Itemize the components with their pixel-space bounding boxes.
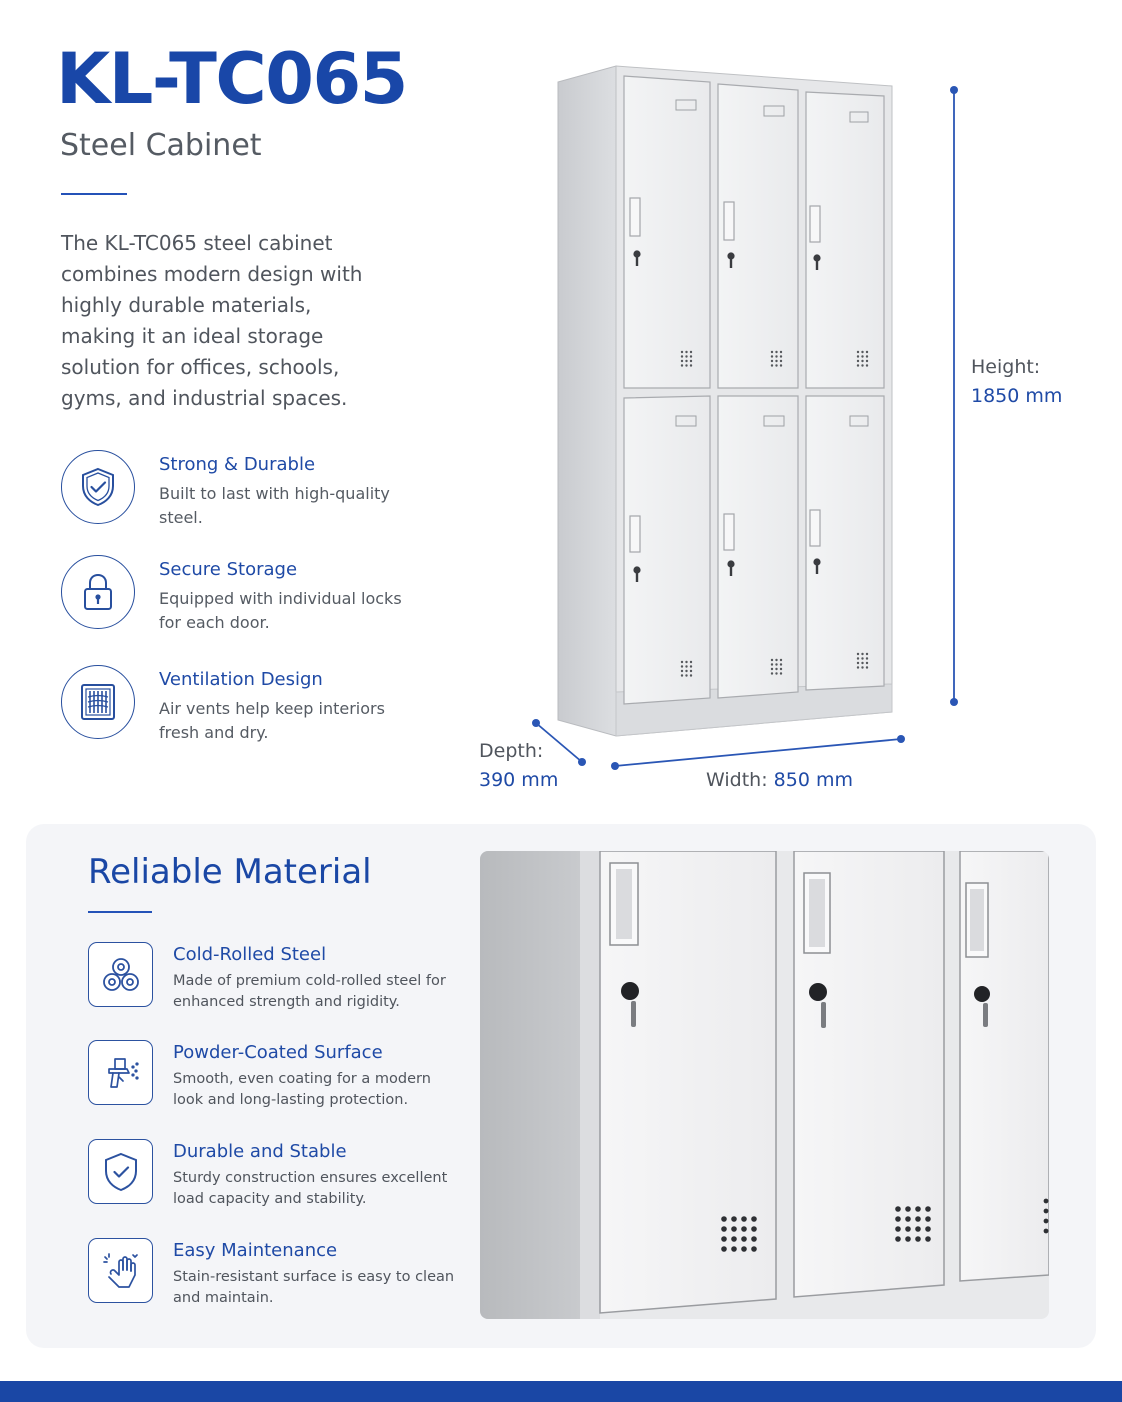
vent-hole bbox=[925, 1216, 931, 1222]
feature-description: Built to last with high-quality steel. bbox=[159, 484, 390, 527]
vent-hole bbox=[895, 1226, 901, 1232]
material-item-cold-rolled-steel bbox=[88, 942, 468, 1014]
dimension-lines bbox=[470, 80, 990, 780]
vent-hole bbox=[1044, 1229, 1049, 1234]
vent-hole bbox=[925, 1236, 931, 1242]
feature-secure-storage bbox=[61, 555, 441, 635]
vent-hole bbox=[905, 1216, 911, 1222]
vent-hole bbox=[741, 1226, 747, 1232]
shield-check-icon bbox=[88, 1139, 153, 1204]
air-vent-icon bbox=[61, 665, 135, 739]
material-item-powder-coated bbox=[88, 1040, 468, 1112]
vent-hole bbox=[915, 1236, 921, 1242]
material-description: Stain-resistant surface is easy to clean and maintain. bbox=[173, 1269, 455, 1306]
vent-hole bbox=[905, 1236, 911, 1242]
material-description: Sturdy construction ensures excellent load capacity and stability. bbox=[173, 1170, 448, 1207]
shield-check-icon bbox=[61, 450, 135, 524]
vent-hole bbox=[721, 1216, 727, 1222]
feature-description: Equipped with individual locks for each door. bbox=[159, 589, 402, 632]
vent-hole bbox=[905, 1226, 911, 1232]
width-value: 850 mm bbox=[773, 769, 853, 791]
vent-hole bbox=[721, 1246, 727, 1252]
height-label: Height: bbox=[971, 356, 1041, 378]
material-title-underline bbox=[88, 911, 152, 913]
vent-hole bbox=[731, 1246, 737, 1252]
height-dimension bbox=[971, 353, 1062, 411]
feature-ventilation bbox=[61, 665, 441, 745]
model-title: KL-TC065 bbox=[56, 38, 407, 120]
vent-hole bbox=[731, 1216, 737, 1222]
feature-strong-durable bbox=[61, 450, 441, 530]
vent-hole bbox=[1044, 1219, 1049, 1224]
material-title: Durable and Stable bbox=[173, 1141, 347, 1162]
padlock-icon bbox=[61, 555, 135, 629]
vent-hole bbox=[721, 1236, 727, 1242]
feature-description: Air vents help keep interiors fresh and dry. bbox=[159, 699, 385, 742]
hand-wipe-icon bbox=[88, 1238, 153, 1303]
vent-hole bbox=[915, 1206, 921, 1212]
vent-hole bbox=[741, 1236, 747, 1242]
vent-hole bbox=[731, 1226, 737, 1232]
material-title: Easy Maintenance bbox=[173, 1240, 338, 1261]
feature-title: Secure Storage bbox=[159, 559, 298, 580]
vent-hole bbox=[731, 1236, 737, 1242]
vent-hole bbox=[751, 1246, 757, 1252]
vent-hole bbox=[1044, 1199, 1049, 1204]
vent-hole bbox=[895, 1206, 901, 1212]
vent-hole bbox=[895, 1236, 901, 1242]
spray-gun-icon bbox=[88, 1040, 153, 1105]
vent-hole bbox=[925, 1226, 931, 1232]
material-item-durable-stable bbox=[88, 1139, 468, 1211]
vent-hole bbox=[895, 1216, 901, 1222]
material-title: Cold-Rolled Steel bbox=[173, 944, 327, 965]
material-item-easy-maintenance bbox=[88, 1238, 468, 1310]
material-section-title: Reliable Material bbox=[88, 852, 372, 892]
steel-coils-icon bbox=[88, 942, 153, 1007]
feature-title: Strong & Durable bbox=[159, 454, 316, 475]
depth-label: Depth: bbox=[479, 740, 544, 762]
vent-hole bbox=[751, 1216, 757, 1222]
vent-hole bbox=[905, 1206, 911, 1212]
width-label: Width: bbox=[706, 769, 768, 791]
feature-title: Ventilation Design bbox=[159, 669, 323, 690]
vent-hole bbox=[1044, 1209, 1049, 1214]
vent-hole bbox=[751, 1236, 757, 1242]
material-title: Powder-Coated Surface bbox=[173, 1042, 383, 1063]
vent-hole bbox=[925, 1206, 931, 1212]
vent-hole bbox=[721, 1226, 727, 1232]
title-underline bbox=[61, 193, 127, 195]
height-value: 1850 mm bbox=[971, 385, 1063, 407]
width-dimension bbox=[706, 766, 853, 795]
bottom-accent-bar bbox=[0, 1381, 1122, 1402]
depth-value: 390 mm bbox=[479, 769, 559, 791]
vent-hole bbox=[751, 1226, 757, 1232]
vent-hole bbox=[915, 1226, 921, 1232]
cabinet-closeup-image bbox=[480, 851, 1049, 1319]
vent-hole bbox=[741, 1246, 747, 1252]
vent-hole bbox=[915, 1216, 921, 1222]
depth-dimension bbox=[479, 737, 558, 795]
product-description: The KL-TC065 steel cabinet combines modern design with highly durable materials, making it an ideal storage solution for offices, schools, gyms, and industrial spaces. bbox=[61, 231, 363, 410]
product-subtitle: Steel Cabinet bbox=[60, 128, 262, 163]
vent-hole bbox=[741, 1216, 747, 1222]
material-description: Made of premium cold-rolled steel for enhanced strength and rigidity. bbox=[173, 973, 446, 1010]
material-description: Smooth, even coating for a modern look and long-lasting protection. bbox=[173, 1071, 431, 1108]
